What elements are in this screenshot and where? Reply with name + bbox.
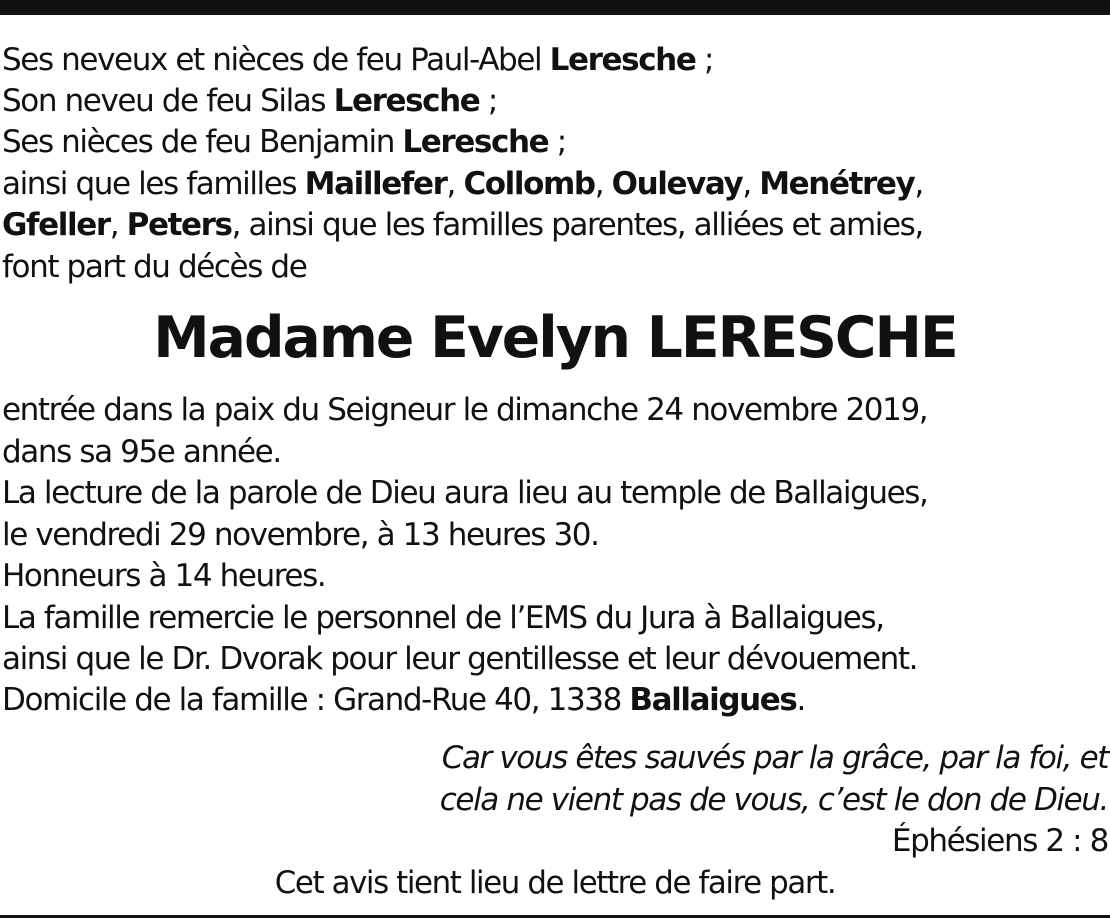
- header-line-3: [2, 121, 566, 163]
- announce-text: font part du décès de: [2, 249, 307, 285]
- address-text: Domicile de la famille : Grand-Rue 40, 1338: [2, 682, 630, 718]
- header-line-2-surname: Leresche: [333, 83, 480, 119]
- verse-line-1: Car vous êtes sauvés par la grâce, par la foi, et: [441, 740, 1108, 776]
- body-line-6: La famille remercie le personnel de l’EMS du Jura à Ballaigues,: [2, 600, 884, 636]
- address-line: [2, 679, 805, 721]
- family-name: Oulevay: [611, 166, 743, 202]
- family-name: Maillefer: [304, 166, 447, 202]
- header-line-3-text: Ses nièces de feu Benjamin: [2, 124, 403, 160]
- families-line-2: [2, 204, 923, 246]
- header-line-1-surname: Leresche: [549, 42, 696, 78]
- announce-line: [2, 246, 306, 288]
- header-line-1-text: Ses neveux et nièces de feu Paul-Abel: [2, 42, 550, 78]
- family-name: Menétrey: [759, 166, 915, 202]
- body-line-5: Honneurs à 14 heures.: [2, 558, 326, 594]
- header-line-2-punct: ;: [479, 83, 497, 119]
- deceased-name: Madame Evelyn LERESCHE: [153, 305, 957, 371]
- header-line-2-text: Son neveu de feu Silas: [2, 83, 334, 119]
- header-line-2: [2, 80, 497, 122]
- body-line-7: ainsi que le Dr. Dvorak pour leur gentillesse et leur dévouement.: [2, 641, 918, 677]
- families-line-1-text: ainsi que les familles: [2, 166, 305, 202]
- header-line-1: [2, 39, 713, 81]
- family-name: Collomb: [463, 166, 595, 202]
- separator: ,: [446, 166, 464, 202]
- separator: ,: [742, 166, 760, 202]
- address-locality: Ballaigues: [629, 682, 797, 718]
- header-line-1-punct: ;: [695, 42, 713, 78]
- families-line-1: [2, 163, 923, 205]
- header-line-3-punct: ;: [548, 124, 566, 160]
- header-line-3-surname: Leresche: [402, 124, 549, 160]
- verse-line-2: cela ne vient pas de vous, c’est le don de Dieu.: [439, 782, 1108, 818]
- closing-line: Cet avis tient lieu de lettre de faire part.: [274, 865, 836, 901]
- separator: ,: [594, 166, 612, 202]
- bottom-rule: [0, 915, 1110, 918]
- body-line-3: La lecture de la parole de Dieu aura lieu au temple de Ballaigues,: [2, 475, 928, 511]
- address-punct: .: [796, 682, 805, 718]
- verse-reference: Éphésiens 2 : 8: [891, 823, 1108, 859]
- separator: ,: [914, 166, 923, 202]
- top-rule: [0, 0, 1110, 15]
- body-line-1: entrée dans la paix du Seigneur le dimanche 24 novembre 2019,: [2, 392, 928, 428]
- families-line-2-text: , ainsi que les familles parentes, alliées et amies,: [231, 207, 923, 243]
- family-name: Peters: [126, 207, 232, 243]
- family-name: Gfeller: [2, 207, 110, 243]
- body-line-4: le vendredi 29 novembre, à 13 heures 30.: [2, 517, 599, 553]
- separator: ,: [109, 207, 127, 243]
- body-line-2: dans sa 95e année.: [2, 434, 281, 470]
